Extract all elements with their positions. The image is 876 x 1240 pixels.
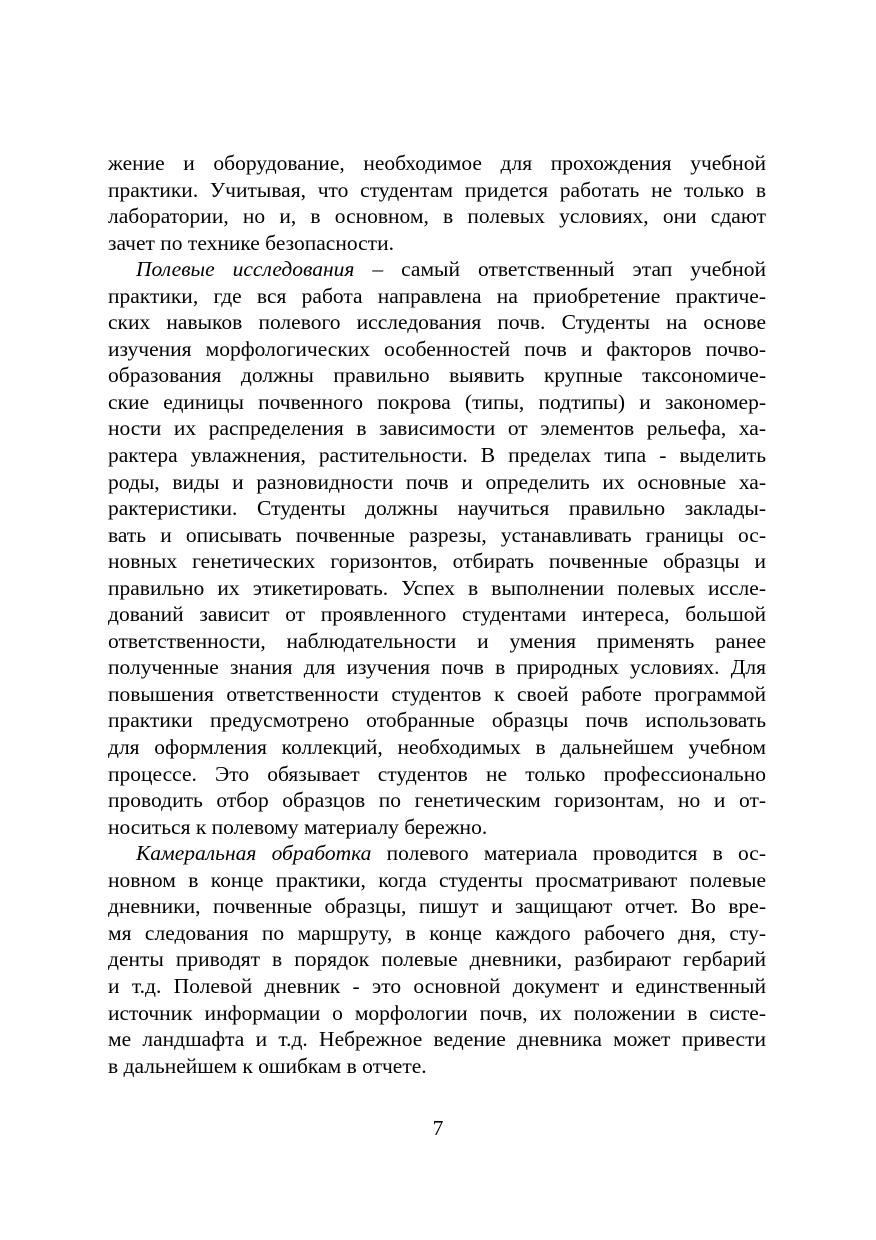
text-line: жение и оборудование, необходимое для прохождения учебной [108,151,766,175]
text-line: рактера увлажнения, растительности. В пределах типа - выделить [108,443,766,468]
text-line: правильно их этикетировать. Успех в выполнении полевых иссле- [108,575,766,600]
text-line [108,840,766,867]
text-line: ских навыков полевого исследования почв. Студенты на основе [108,310,766,335]
text-line: рактеристики. Студенты должны научиться правильно заклады- [108,496,766,521]
text-line: образования должны правильно выявить крупные таксономиче- [108,363,766,388]
text-line: носиться к полевому материалу бережно. [108,814,488,839]
text-line: роды, виды и разновидности почв и определить их основные ха- [108,469,766,494]
text-run: полевого материала проводится в ос- [371,841,766,866]
text-line: вать и описывать почвенные разрезы, устанавливать границы ос- [108,522,766,547]
text-line: полученные знания для изучения почв в природных условиях. Для [108,655,766,680]
text-line: мя следования по маршруту, в конце каждого рабочего дня, сту- [108,920,766,945]
text-line: новных генетических горизонтов, отбирать почвенные образцы и [108,549,766,574]
paragraph-3 [108,840,766,1079]
paragraph-1 [108,150,766,256]
text-line: источник информации о морфологии почв, их положении в систе- [108,1000,766,1025]
text-line: ме ландшафта и т.д. Небрежное ведение дневника может привести [108,1027,766,1052]
text-line: дневники, почвенные образцы, пишут и защищают отчет. Во вре- [108,894,766,919]
term-desk-processing: Камеральная обработка [136,841,372,866]
text-run: – самый ответственный этап учебной [354,257,767,282]
text-line: ские единицы почвенного покрова (типы, подтипы) и закономер- [108,389,766,414]
text-line: лаборатории, но и, в основном, в полевых условиях, они сдают [108,204,766,229]
text-line: и т.д. Полевой дневник - это основной документ и единственный [108,973,766,998]
text-line: ности их распределения в зависимости от элементов рельефа, ха- [108,416,766,441]
body-text [108,150,766,1079]
text-line: ответственности, наблюдательности и умения применять ранее [108,628,766,653]
text-line [108,256,766,283]
text-line: повышения ответственности студентов к своей работе программой [108,681,766,706]
text-line: зачет по технике безопасности. [108,230,394,255]
text-line: дований зависит от проявленного студентами интереса, большой [108,602,766,627]
text-line: практики предусмотрено отобранные образцы почв использовать [108,708,766,733]
text-line: денты приводят в порядок полевые дневники, разбирают гербарий [108,947,766,972]
page-number: 7 [432,1116,444,1140]
paragraph-2 [108,256,766,840]
text-line: в дальнейшем к ошибкам в отчете. [108,1053,427,1078]
text-line: для оформления коллекций, необходимых в дальнейшем учебном [108,735,766,760]
text-line: практики. Учитывая, что студентам придется работать не только в [108,177,766,202]
text-line: процессе. Это обязывает студентов не только профессионально [108,761,766,786]
text-line: практики, где вся работа направлена на приобретение практиче- [108,283,766,308]
term-field-research: Полевые исследования [136,257,355,282]
text-line: изучения морфологических особенностей почв и факторов почво- [108,336,766,361]
text-line: проводить отбор образцов по генетическим горизонтам, но и от- [108,788,766,813]
text-line: новном в конце практики, когда студенты просматривают полевые [108,867,766,892]
